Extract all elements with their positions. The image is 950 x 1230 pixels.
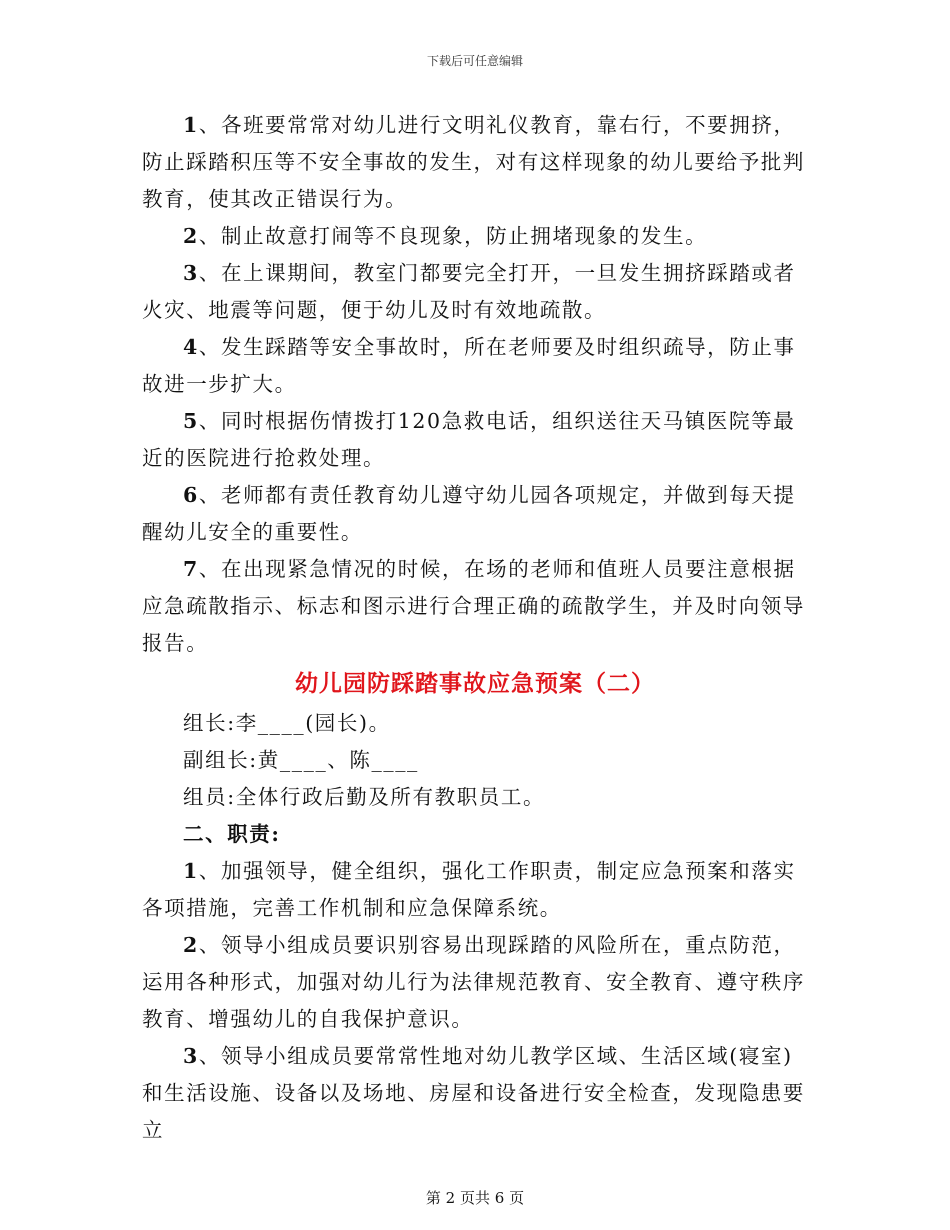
staff-line: 组员:全体行政后勤及所有教职员工。 bbox=[183, 785, 546, 809]
item-number: 4 bbox=[183, 335, 199, 359]
item-text: 、老师都有责任教育幼儿遵守幼儿园各项规定，并做到每天提醒幼儿安全的重要性。 bbox=[142, 483, 796, 544]
list-item bbox=[142, 329, 808, 403]
list-item bbox=[142, 255, 808, 329]
document-body bbox=[142, 107, 808, 1149]
item-text: 、各班要常常对幼儿进行文明礼仪教育，靠右行，不要拥挤，防止踩踏积压等不安全事故的发生，对有这样现象的幼儿要给予批判教育，使其改正错误行为。 bbox=[142, 113, 805, 211]
item-text: 、制止故意打闹等不良现象，防止拥堵现象的发生。 bbox=[198, 224, 708, 248]
item-number: 6 bbox=[183, 483, 199, 507]
list-item bbox=[142, 927, 808, 1038]
section-title: 幼儿园防踩踏事故应急预案（二） bbox=[295, 671, 655, 697]
list-item bbox=[142, 403, 808, 477]
list-item bbox=[142, 1038, 808, 1149]
page-header: 下载后可任意编辑 bbox=[426, 54, 523, 68]
item-text: 、发生踩踏等安全事故时，所在老师要及时组织疏导，防止事故进一步扩大。 bbox=[142, 335, 796, 396]
list-item bbox=[142, 853, 808, 927]
item-text: 、领导小组成员要常常性地对幼儿教学区域、生活区域(寝室)和生活设施、设备以及场地、房屋和设备进行安全检查，发现隐患要立 bbox=[142, 1044, 805, 1142]
item-text: 、在上课期间，教室门都要完全打开，一旦发生拥挤踩踏或者火灾、地震等问题，便于幼儿及时有效地疏散。 bbox=[142, 261, 796, 322]
item-number: 3 bbox=[183, 261, 199, 285]
list-item bbox=[142, 218, 808, 255]
item-text: 、领导小组成员要识别容易出现踩踏的风险所在，重点防范，运用各种形式，加强对幼儿行为法律规范教育、安全教育、遵守秩序教育、增强幼儿的自我保护意识。 bbox=[142, 933, 805, 1031]
leader-line: 组长:李____(园长)。 bbox=[183, 711, 391, 735]
vice-leader-line: 副组长:黄____、陈____ bbox=[183, 748, 419, 772]
item-number: 5 bbox=[183, 409, 199, 433]
item-text: 、同时根据伤情拨打120急救电话，组织送往天马镇医院等最近的医院进行抢救处理。 bbox=[142, 409, 796, 470]
item-number: 2 bbox=[183, 224, 199, 248]
duties-heading: 二、职责: bbox=[183, 822, 281, 846]
item-number: 2 bbox=[183, 933, 199, 957]
item-text: 、加强领导，健全组织，强化工作职责，制定应急预案和落实各项措施，完善工作机制和应急保障系统。 bbox=[142, 859, 796, 920]
list-item bbox=[142, 107, 808, 218]
item-text: 、在出现紧急情况的时候，在场的老师和值班人员要注意根据应急疏散指示、标志和图示进行合理正确的疏散学生，并及时向领导报告。 bbox=[142, 557, 805, 655]
page-footer: 第 2 页共 6 页 bbox=[425, 1189, 525, 1207]
item-number: 1 bbox=[183, 859, 199, 883]
list-item bbox=[142, 551, 808, 662]
list-item bbox=[142, 477, 808, 551]
item-number: 7 bbox=[183, 557, 199, 581]
item-number: 3 bbox=[183, 1044, 199, 1068]
item-number: 1 bbox=[183, 113, 199, 137]
